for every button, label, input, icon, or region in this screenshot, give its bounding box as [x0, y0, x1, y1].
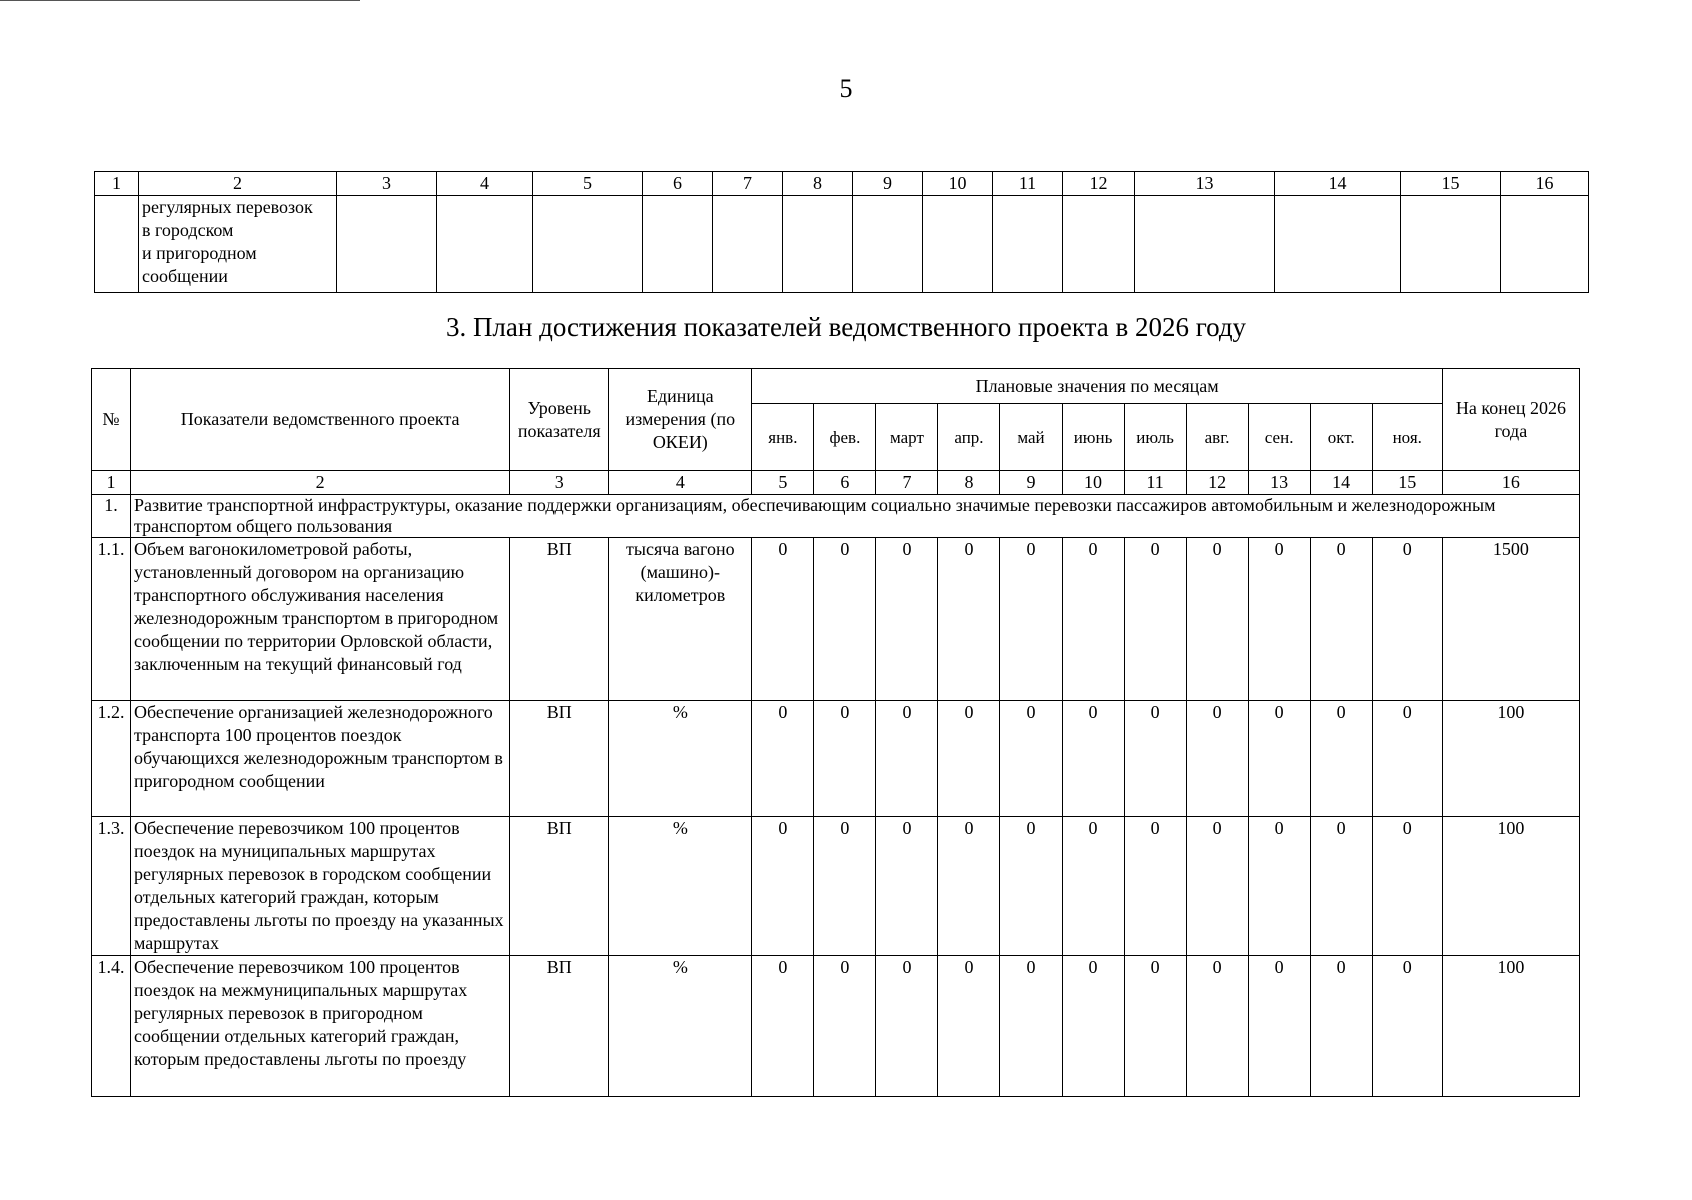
continuation-cell	[1063, 196, 1135, 293]
month-header: янв.	[752, 404, 814, 471]
month-value: 0	[938, 538, 1000, 701]
continuation-cell	[643, 196, 713, 293]
month-value: 0	[1062, 538, 1124, 701]
column-number-cell: 5	[533, 172, 643, 196]
month-value: 0	[1310, 817, 1372, 956]
indicator-unit: %	[609, 956, 752, 1097]
column-number-cell: 1	[95, 172, 139, 196]
month-value: 0	[938, 701, 1000, 817]
column-number-cell: 3	[337, 172, 437, 196]
month-value: 0	[1186, 817, 1248, 956]
month-value: 0	[1062, 956, 1124, 1097]
row-number: 1.3.	[92, 817, 131, 956]
table-row	[92, 538, 1580, 701]
continuation-cell	[1401, 196, 1501, 293]
continuation-table	[94, 171, 1589, 293]
column-number-cell: 7	[876, 471, 938, 495]
month-value: 0	[938, 956, 1000, 1097]
table-row	[92, 817, 1580, 956]
indicators-plan-table	[91, 368, 1580, 1097]
continuation-cell	[713, 196, 783, 293]
continuation-cell	[783, 196, 853, 293]
month-value: 0	[1124, 538, 1186, 701]
table-row	[92, 701, 1580, 817]
month-value: 0	[1248, 538, 1310, 701]
column-number-cell: 10	[923, 172, 993, 196]
header-months-group: Плановые значения по месяцам	[752, 369, 1442, 404]
continuation-line: регулярных перевозок	[142, 197, 313, 217]
end-of-year-value: 1500	[1442, 538, 1579, 701]
month-value: 0	[876, 538, 938, 701]
month-value: 0	[1372, 701, 1442, 817]
month-header: сен.	[1248, 404, 1310, 471]
column-number-cell: 15	[1401, 172, 1501, 196]
month-header: май	[1000, 404, 1062, 471]
column-number-cell: 15	[1372, 471, 1442, 495]
continuation-row	[95, 196, 1589, 293]
indicator-unit: %	[609, 701, 752, 817]
row-number: 1.4.	[92, 956, 131, 1097]
header-no: №	[92, 369, 131, 471]
month-header: март	[876, 404, 938, 471]
month-value: 0	[876, 817, 938, 956]
month-value: 0	[1248, 817, 1310, 956]
month-value: 0	[1186, 956, 1248, 1097]
continuation-cell	[853, 196, 923, 293]
month-value: 0	[1000, 538, 1062, 701]
row-number: 1.2.	[92, 701, 131, 817]
table-row	[92, 956, 1580, 1097]
column-number-cell: 4	[609, 471, 752, 495]
column-number-cell: 13	[1248, 471, 1310, 495]
month-value: 0	[1062, 701, 1124, 817]
column-number-cell: 6	[814, 471, 876, 495]
column-number-cell: 5	[752, 471, 814, 495]
continuation-cell	[923, 196, 993, 293]
month-value: 0	[752, 701, 814, 817]
indicator-level: ВП	[510, 956, 609, 1097]
section-number: 1.	[92, 495, 131, 538]
continuation-text-cell	[139, 196, 337, 293]
month-value: 0	[814, 817, 876, 956]
indicator-unit: %	[609, 817, 752, 956]
month-value: 0	[876, 956, 938, 1097]
month-header: ноя.	[1372, 404, 1442, 471]
month-value: 0	[814, 956, 876, 1097]
indicator-name: Обеспечение организацией железнодорожного транспорта 100 процентов поездок обучающихся железнодорожным транспортом в пригородном сообщении	[131, 701, 510, 817]
column-number-cell: 7	[713, 172, 783, 196]
continuation-cell	[1501, 196, 1589, 293]
month-value: 0	[1124, 817, 1186, 956]
indicator-unit: тысяча вагоно (машино)-километров	[609, 538, 752, 701]
column-number-cell: 14	[1275, 172, 1401, 196]
continuation-line: и пригородном	[142, 243, 257, 263]
month-header: июль	[1124, 404, 1186, 471]
month-header: июнь	[1062, 404, 1124, 471]
indicator-name: Объем вагонокилометровой работы, установленный договором на организацию транспортного обслуживания населения железнодорожным транспортом в пригородном сообщении по территории Орловской области, заключенным на текущий финансовый год	[131, 538, 510, 701]
month-value: 0	[752, 817, 814, 956]
column-number-cell: 12	[1186, 471, 1248, 495]
month-header: авг.	[1186, 404, 1248, 471]
month-value: 0	[1310, 701, 1372, 817]
column-number-cell: 2	[131, 471, 510, 495]
month-header: апр.	[938, 404, 1000, 471]
continuation-cell	[337, 196, 437, 293]
indicator-level: ВП	[510, 538, 609, 701]
month-value: 0	[1124, 956, 1186, 1097]
column-number-cell: 9	[1000, 471, 1062, 495]
top-rule	[0, 0, 360, 1]
header-row-top	[92, 369, 1580, 404]
column-number-cell: 11	[1124, 471, 1186, 495]
indicator-name: Обеспечение перевозчиком 100 процентов поездок на муниципальных маршрутах регулярных перевозок в городском сообщении отдельных категорий граждан, которым предоставлены льготы по проезду на указанных маршрутах	[131, 817, 510, 956]
month-value: 0	[938, 817, 1000, 956]
continuation-cell	[1135, 196, 1275, 293]
column-numbers-row	[92, 471, 1580, 495]
month-value: 0	[814, 701, 876, 817]
month-value: 0	[1310, 538, 1372, 701]
column-number-cell: 16	[1501, 172, 1589, 196]
month-value: 0	[752, 538, 814, 701]
end-of-year-value: 100	[1442, 701, 1579, 817]
month-header: фев.	[814, 404, 876, 471]
section-text: Развитие транспортной инфраструктуры, оказание поддержки организациям, обеспечивающим социально значимые перевозки пассажиров автомобильным и железнодорожным транспортом общего пользования	[131, 495, 1580, 538]
continuation-cell	[993, 196, 1063, 293]
column-number-cell: 12	[1063, 172, 1135, 196]
month-value: 0	[1186, 701, 1248, 817]
end-of-year-value: 100	[1442, 817, 1579, 956]
indicator-name: Обеспечение перевозчиком 100 процентов поездок на межмуниципальных маршрутах регулярных перевозок в пригородном сообщении отдельных категорий граждан, которым предоставлены льготы по проезду	[131, 956, 510, 1097]
column-number-cell: 10	[1062, 471, 1124, 495]
month-value: 0	[1000, 817, 1062, 956]
column-number-cell: 9	[853, 172, 923, 196]
month-value: 0	[1248, 956, 1310, 1097]
column-number-cell: 11	[993, 172, 1063, 196]
month-value: 0	[1372, 817, 1442, 956]
row-number: 1.1.	[92, 538, 131, 701]
continuation-cell	[95, 196, 139, 293]
month-header: окт.	[1310, 404, 1372, 471]
column-number-cell: 14	[1310, 471, 1372, 495]
column-number-cell: 4	[437, 172, 533, 196]
header-level: Уровень показателя	[510, 369, 609, 471]
indicator-level: ВП	[510, 701, 609, 817]
continuation-line: в городском	[142, 220, 234, 240]
continuation-cell	[437, 196, 533, 293]
month-value: 0	[1310, 956, 1372, 1097]
end-of-year-value: 100	[1442, 956, 1579, 1097]
page-number: 5	[839, 74, 853, 103]
section-row	[92, 495, 1580, 538]
month-value: 0	[752, 956, 814, 1097]
header-end-of-year: На конец 2026 года	[1442, 369, 1579, 471]
column-number-cell: 6	[643, 172, 713, 196]
header-unit: Единица измерения (по ОКЕИ)	[609, 369, 752, 471]
indicator-level: ВП	[510, 817, 609, 956]
month-value: 0	[1062, 817, 1124, 956]
column-number-cell: 8	[783, 172, 853, 196]
continuation-line: сообщении	[142, 266, 228, 286]
column-number-cell: 3	[510, 471, 609, 495]
month-value: 0	[1372, 956, 1442, 1097]
month-value: 0	[1000, 701, 1062, 817]
column-number-cell: 8	[938, 471, 1000, 495]
continuation-header-row	[95, 172, 1589, 196]
month-value: 0	[876, 701, 938, 817]
month-value: 0	[1124, 701, 1186, 817]
month-value: 0	[1248, 701, 1310, 817]
column-number-cell: 16	[1442, 471, 1579, 495]
section-title: 3. План достижения показателей ведомственного проекта в 2026 году	[445, 312, 1247, 342]
column-number-cell: 13	[1135, 172, 1275, 196]
column-number-cell: 1	[92, 471, 131, 495]
continuation-cell	[1275, 196, 1401, 293]
column-number-cell: 2	[139, 172, 337, 196]
month-value: 0	[1186, 538, 1248, 701]
month-value: 0	[1000, 956, 1062, 1097]
continuation-cell	[533, 196, 643, 293]
header-indicator-name: Показатели ведомственного проекта	[131, 369, 510, 471]
month-value: 0	[814, 538, 876, 701]
month-value: 0	[1372, 538, 1442, 701]
